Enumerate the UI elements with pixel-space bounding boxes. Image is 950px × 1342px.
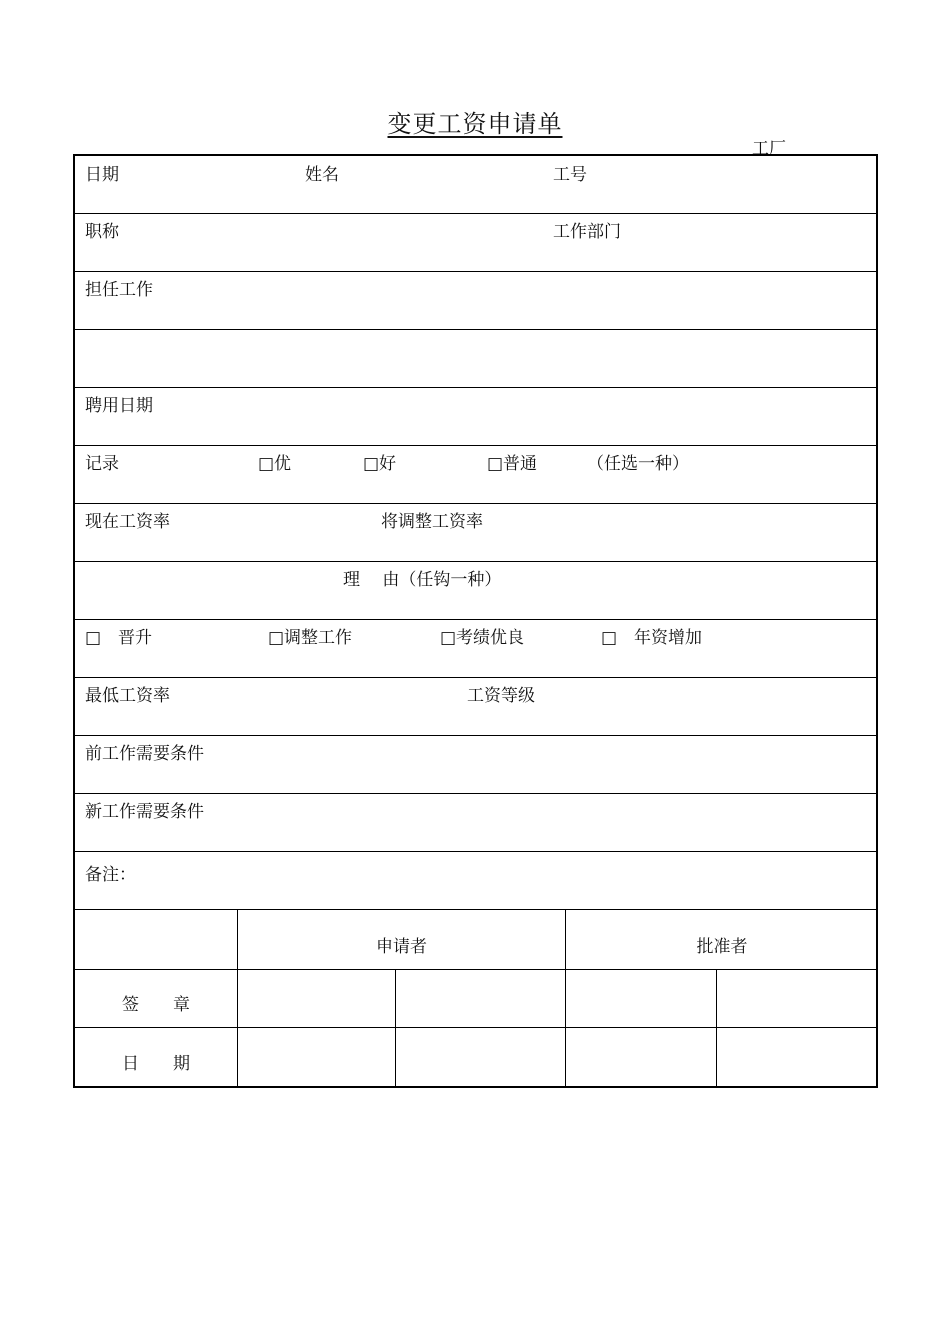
wage-grade-label: 工资等级 — [467, 686, 535, 706]
row-wage-rate — [75, 504, 876, 562]
row-reason — [75, 562, 876, 620]
approver-date-cell-2[interactable] — [717, 1028, 876, 1086]
checkbox-excellent[interactable]: □优 — [258, 454, 292, 474]
row-new-requirements — [75, 794, 876, 852]
checkbox-seniority[interactable]: □ 年资增加 — [601, 628, 703, 648]
form-title: 变更工资申请单 — [387, 110, 563, 138]
row-prev-requirements — [75, 736, 876, 794]
applicant-header: 申请者 — [376, 937, 427, 957]
row-record — [75, 446, 876, 504]
factory-label: 工厂 — [752, 139, 786, 159]
min-wage-label: 最低工资率 — [85, 686, 170, 706]
position-label: 职称 — [85, 222, 119, 242]
choose-one-note: （任选一种） — [587, 454, 689, 474]
row-position — [75, 214, 876, 272]
approver-signature-cell-1[interactable] — [566, 970, 716, 1027]
applicant-date-cell-2[interactable] — [396, 1028, 565, 1086]
date-label: 日期 — [85, 165, 119, 185]
record-label: 记录 — [85, 454, 119, 474]
current-wage-label: 现在工资率 — [85, 512, 170, 532]
approver-header: 批准者 — [696, 937, 748, 957]
remarks-label: 备注： — [85, 865, 136, 885]
checkbox-performance[interactable]: □考绩优良 — [440, 628, 525, 648]
duty-label: 担任工作 — [85, 280, 153, 300]
employee-id-label: 工号 — [553, 165, 587, 185]
sign-date-label: 日 期 — [122, 1054, 190, 1074]
new-wage-label: 将调整工资率 — [381, 512, 483, 532]
signature-label: 签 章 — [122, 995, 190, 1015]
row-duty — [75, 272, 876, 330]
row-wage-grade — [75, 678, 876, 736]
checkbox-good[interactable]: □好 — [363, 454, 397, 474]
approver-signature-cell-2[interactable] — [717, 970, 876, 1027]
row-remarks — [75, 852, 876, 910]
row-hire-date — [75, 388, 876, 446]
approver-date-cell-1[interactable] — [566, 1028, 716, 1086]
row-reason-options — [75, 620, 876, 678]
new-requirements-label: 新工作需要条件 — [85, 802, 204, 822]
name-label: 姓名 — [305, 165, 339, 185]
wage-change-form — [73, 154, 878, 1088]
applicant-date-cell-1[interactable] — [238, 1028, 395, 1086]
hire-date-label: 聘用日期 — [85, 396, 153, 416]
row-blank — [75, 330, 876, 388]
reason-label: 理 由（任钩一种） — [343, 570, 502, 590]
checkbox-promotion[interactable]: □ 晋升 — [85, 628, 153, 648]
applicant-signature-cell-1[interactable] — [238, 970, 395, 1027]
checkbox-adjust-work[interactable]: □调整工作 — [268, 628, 353, 648]
applicant-signature-cell-2[interactable] — [396, 970, 565, 1027]
department-label: 工作部门 — [553, 222, 621, 242]
row-basic-info — [75, 156, 876, 214]
checkbox-normal[interactable]: □普通 — [487, 454, 538, 474]
prev-requirements-label: 前工作需要条件 — [85, 744, 204, 764]
